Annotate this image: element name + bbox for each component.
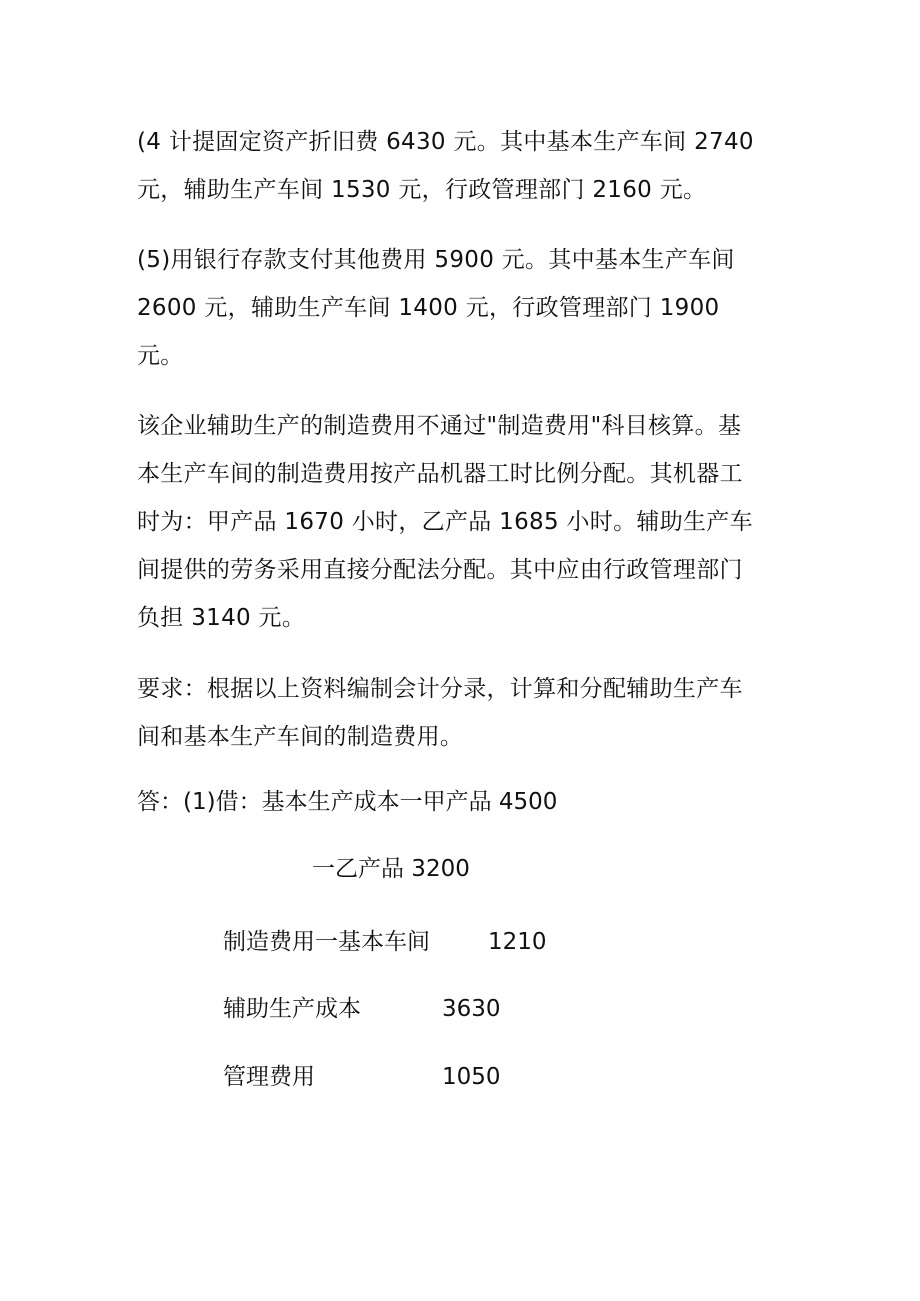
text-line: 间提供的劳务采用直接分配法分配。其中应由行政管理部门	[137, 557, 743, 583]
entry-account: 制造费用一基本车间	[223, 929, 430, 955]
text-line: (4 计提固定资产折旧费 6430 元。其中基本生产车间 2740	[137, 129, 754, 155]
text-line: 2600 元，辅助生产车间 1400 元，行政管理部门 1900	[137, 295, 720, 321]
text-line: 时为：甲产品 1670 小时，乙产品 1685 小时。辅助生产车	[137, 509, 753, 535]
text-line: 负担 3140 元。	[137, 605, 306, 631]
entry-account: 管理费用	[223, 1064, 315, 1090]
answer-line-sub-product: 一乙产品 3200	[312, 856, 470, 882]
entry-account: 辅助生产成本	[223, 996, 361, 1022]
text-line: 间和基本生产车间的制造费用。	[137, 724, 464, 750]
text-line: 元。	[137, 343, 184, 369]
entry-amount: 3630	[442, 996, 501, 1022]
text-line: (5)用银行存款支付其他费用 5900 元。其中基本生产车间	[137, 247, 735, 273]
answer-line-debit: 答：(1)借：基本生产成本一甲产品 4500	[137, 789, 558, 815]
text-line: 要求：根据以上资料编制会计分录，计算和分配辅助生产车	[137, 676, 743, 702]
text-line: 该企业辅助生产的制造费用不通过"制造费用"科目核算。基	[137, 413, 742, 439]
paragraph-description	[137, 402, 787, 642]
paragraph-requirement	[137, 665, 787, 761]
entry-amount: 1210	[488, 929, 547, 955]
text-line: 本生产车间的制造费用按产品机器工时比例分配。其机器工	[137, 461, 743, 487]
text-line: 元，辅助生产车间 1530 元，行政管理部门 2160 元。	[137, 177, 707, 203]
entry-amount: 1050	[442, 1064, 501, 1090]
paragraph-item-5	[137, 236, 787, 380]
paragraph-item-4	[137, 118, 787, 214]
